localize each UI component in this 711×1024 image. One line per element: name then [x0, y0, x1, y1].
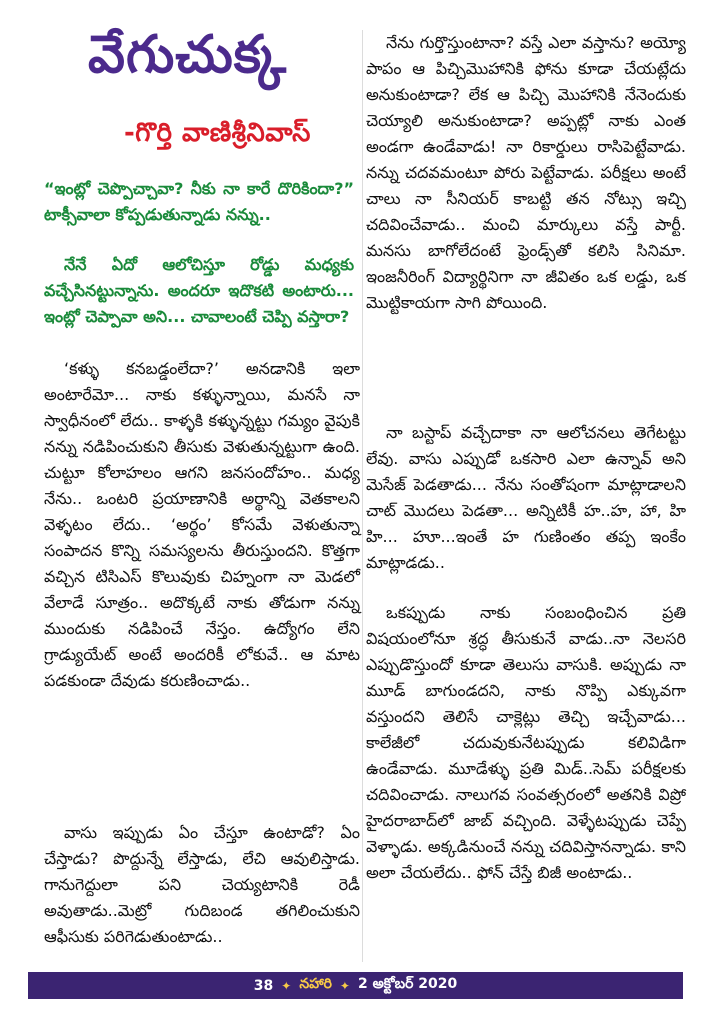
magazine-name: నహారి: [299, 976, 332, 992]
left-paragraph-2: వాసు ఇప్పుడు ఏం చేస్తూ ఉంటాడో? ఏం చేస్తాడు? పొద్దున్నే లేస్తాడు, లేచి ఆవులిస్తాడు. గానుగెద్దులా పని చెయ్యటానికి రెడీ అవుతాడు..మెట్రో గుదిబండ తగిలించుకుని ఆఫీసుకు పరిగెడుతుంటాడు..: [44, 823, 360, 946]
star-icon: ✦: [339, 978, 350, 993]
article-title: వేగుచుక్క: [88, 24, 288, 85]
right-paragraph-2: నా బస్టాప్ వచ్చేదాకా నా ఆలోచనలు తెగేటట్టు లేవు. వాసు ఎప్పుడో ఒకసారి ఎలా ఉన్నావ్ అని మెసేజ్ పెడతాడు... నేను సంతోషంగా మాట్లాడాలని చాట్ మొదలు పెడతా... అన్నిటికీ హ..హ, హా, హి హి... హూ...ఇంతే హ గుణింతం తప్ప ఇంకేం మాట్లాడడు..: [366, 423, 687, 572]
intro-reply: నేనే ఏదో ఆలోచిస్తూ రోడ్డు మధ్యకు వచ్చేసినట్టున్నాను. అందరూ ఇదొకటి అంటారు... ఇంట్లో చెప్పావా అని... చావాలంటే చెప్పి వస్తారా?: [44, 255, 354, 326]
left-paragraph-1: ‘కళ్ళు కనబడ్డంలేదా?’ అనడానికి ఇలా అంటారేమో... నాకు కళ్ళున్నాయి, మనసే నా స్వాధీనంలో లేదు.. కాళ్ళకి కళ్ళున్నట్టు గమ్యం వైపుకి నన్ను నడిపించుకుని తీసుకు వెళుతున్నట్టుగా ఉంది. చుట్టూ కోలాహలం ఆగని జనసందోహం.. మధ్య నేను.. ఒంటరి ప్రయాణానికి అర్థాన్ని వెతకాలని వెళ్ళటం లేదు.. ‘అర్థం’ కోసమే వెళుతున్నా సంపాదన కొన్ని సమస్యలను తీరుస్తుందని. కొత్తగా వచ్చిన టిసిఎస్ కొలువుకు చిహ్నంగా నా మెడలో వేలాడే సూత్రం.. అదొక్కటే నాకు తోడుగా నన్ను ముందుకు నడిపించే నేస్తం. ఉద్యోగం లేని గ్రాడ్యుయేట్ అంటే అందరికీ లోకువే.. ఆ మాట పడకుండా దేవుడు కరుణించాడు..: [44, 359, 360, 690]
author-byline: -గొర్తి వాణిశ్రీనివాస్: [124, 118, 311, 148]
issue-date: 2 అక్టోబర్ 2020: [357, 976, 458, 992]
right-paragraph-1: నేను గుర్తొస్తుంటానా? వస్తే ఎలా వస్తాను? అయ్యో పాపం ఆ పిచ్చిమొహానికి ఫోను కూడా చేయట్లేదు అనుకుంటాడా? లేక ఆ పిచ్చి మొహానికి నేనెందుకు చెయ్యాలి అనుకుంటాడా? అప్పట్లో నాకు ఎంత అండగా ఉండేవాడు! నా రికార్డులు రాసిపెట్టేవాడు. నన్ను చదవమంటూ పోరు పెట్టేవాడు. పరీక్షలు అంటే చాలు నా సీనియర్ కాబట్టి తన నోట్సు ఇచ్చి చదివించేవాడు.. మంచి మార్కులు వస్తే పార్టీ. మనసు బాగోలేదంటే ఫ్రెండ్స్‌తో కలిసి సినిమా. ఇంజనీరింగ్ విద్యార్థినిగా నా జీవితం ఒక లడ్డు, ఒక మొట్టికాయగా సాగి పోయింది.: [366, 33, 686, 312]
star-icon: ✦: [281, 978, 292, 993]
footer-bar: [28, 972, 683, 999]
intro-quote: “ఇంట్లో చెప్పొచ్చావా? నీకు నా కారే దొరికిందా?” టాక్సీవాలా కోప్పడుతున్నాడు నన్ను..: [44, 179, 354, 224]
column-divider: [362, 30, 363, 962]
page-number: 38: [253, 977, 274, 994]
right-paragraph-3: ఒకప్పుడు నాకు సంబంధించిన ప్రతి విషయంలోనూ శ్రద్ధ తీసుకునే వాడు..నా నెలసరి ఎప్పుడొస్తుందో కూడా తెలుసు వాసుకి. అప్పుడు నా మూడ్ బాగుండదని, నాకు నొప్పి ఎక్కువగా వస్తుందని తెలిసే చాక్లెట్లు తెచ్చి ఇచ్చేవాడు... కాలేజీలో చదువుకునేటప్పుడు కలివిడిగా ఉండేవాడు. మూడేళ్ళు ప్రతి మిడ్..సెమ్ పరీక్షలకు చదివించాడు. నాలుగవ సంవత్సరంలో అతనికి విప్రో హైదరాబాద్‌లో జాబ్ వచ్చింది. వెళ్ళేటప్పుడు చెప్పే వెళ్ళాడు. అక్కడినుంచే నన్ను చదివిస్తానన్నాడు. కాని అలా చేయలేదు.. ఫోన్ చేస్తే బిజీ అంటాడు..: [366, 603, 686, 882]
